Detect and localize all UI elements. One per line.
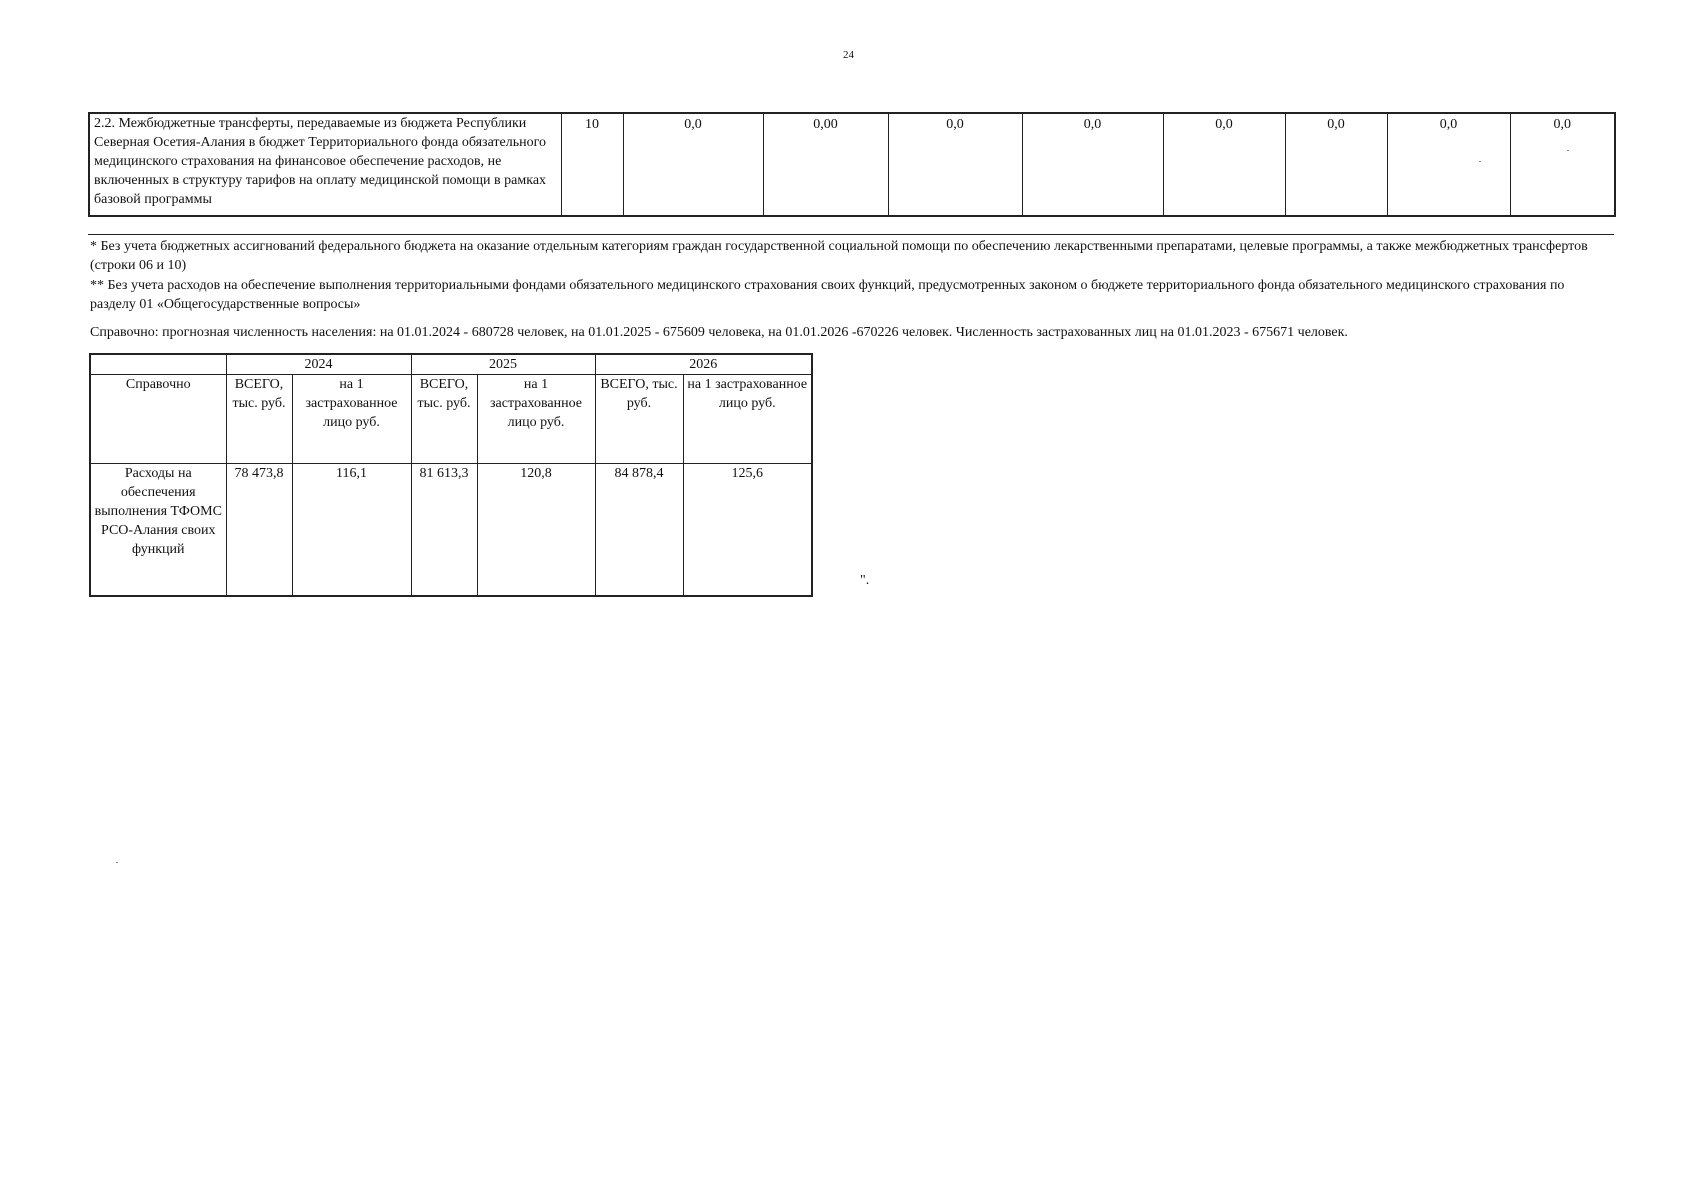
year-header: 2026 — [595, 354, 812, 375]
value-cell: 125,6 — [683, 464, 812, 597]
value-cell: 0,0 — [1022, 113, 1163, 216]
col-per-person-header: на 1 застрахованное лицо руб. — [477, 375, 595, 464]
closing-quote-mark: ". — [860, 573, 870, 588]
corner-cell — [90, 354, 226, 375]
scan-speck — [1479, 161, 1481, 162]
reference-population-text: Справочно: прогнозная численность населения: на 01.01.2024 - 680728 человек, на 01.01.2025 - 675609 человека, на 01.01.2026 -670226 человек. Численность застрахованных лиц на 01.01.2023 - 675671 человек. — [90, 325, 1348, 340]
col-total-header: ВСЕГО, тыс. руб. — [411, 375, 477, 464]
value-cell: 0,0 — [1387, 113, 1510, 216]
row-label: Расходы на обеспечения выполнения ТФОМС РСО-Алания своих функций — [90, 464, 226, 597]
value-cell: 0,0 — [1510, 113, 1615, 216]
scan-speck — [116, 862, 118, 863]
table-row — [90, 375, 812, 464]
value-cell: 0,00 — [763, 113, 888, 216]
reference-expenses-table — [89, 353, 813, 597]
col-per-person-header: на 1 застрахованное лицо руб. — [292, 375, 411, 464]
value-cell: 81 613,3 — [411, 464, 477, 597]
interbudget-transfers-table — [88, 112, 1616, 217]
value-cell: 84 878,4 — [595, 464, 683, 597]
value-cell: 116,1 — [292, 464, 411, 597]
col-per-person-header: на 1 застрахованное лицо руб. — [683, 375, 812, 464]
col-total-header: ВСЕГО, тыс. руб. — [226, 375, 292, 464]
page-number: 24 — [843, 49, 854, 61]
row-description: 2.2. Межбюджетные трансферты, передаваемые из бюджета Республики Северная Осетия-Алания в бюджет Территориального фонда обязательного медицинского страхования на финансовое обеспечение расходов, не включенных в структуру тарифов на оплату медицинской помощи в рамках базовой программы — [89, 113, 561, 216]
value-cell: 0,0 — [623, 113, 763, 216]
value-cell: 0,0 — [1163, 113, 1285, 216]
value-cell: 78 473,8 — [226, 464, 292, 597]
scan-speck — [1567, 150, 1569, 151]
table-row — [90, 464, 812, 597]
year-header: 2025 — [411, 354, 595, 375]
value-cell: 0,0 — [888, 113, 1022, 216]
footnote-2: ** Без учета расходов на обеспечение выполнения территориальными фондами обязательного медицинского страхования своих функций, предусмотренных законом о бюджете территориального фонда обязательного медицинского страхования по разделу 01 «Общегосударственные вопросы» — [90, 278, 1565, 312]
value-cell: 0,0 — [1285, 113, 1387, 216]
table-row — [90, 354, 812, 375]
row-header-label: Справочно — [90, 375, 226, 464]
footnote-divider — [88, 234, 1614, 235]
row-code: 10 — [561, 113, 623, 216]
table-row — [89, 113, 1615, 216]
value-cell: 120,8 — [477, 464, 595, 597]
footnote-1: * Без учета бюджетных ассигнований федерального бюджета на оказание отдельным категориям граждан государственной социальной помощи по обеспечению лекарственными препаратами, целевые программы, а также межбюджетных трансфертов (строки 06 и 10) — [90, 239, 1588, 273]
col-total-header: ВСЕГО, тыс. руб. — [595, 375, 683, 464]
year-header: 2024 — [226, 354, 411, 375]
